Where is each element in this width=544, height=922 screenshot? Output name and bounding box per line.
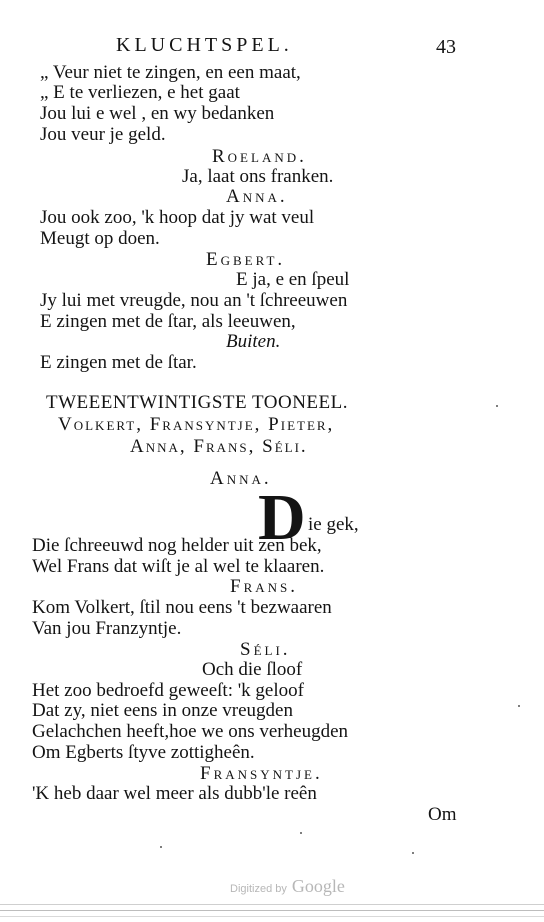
page-edge-line (0, 904, 544, 905)
verse-line: Jy lui met vreugde, nou an 't ſchreeuwen (40, 290, 348, 311)
speaker-name: Séli. (240, 639, 291, 660)
verse-line: Het zoo bedroefd geweeſt: 'k geloof (32, 680, 304, 701)
verse-line: Die ſchreeuwd nog helder uit zen bek, (32, 535, 322, 556)
ink-speck (300, 832, 302, 834)
page-edge-line (0, 910, 544, 911)
catchword: Om (428, 804, 457, 825)
speaker-name: Frans. (230, 576, 298, 597)
verse-line: 'K heb daar wel meer als dubb'le reên (32, 783, 317, 804)
watermark-prefix: Digitized by (230, 883, 287, 895)
verse-line: ie gek, (308, 514, 359, 535)
verse-line: Jou ook zoo, 'k hoop dat jy wat veul (40, 207, 315, 228)
verse-line: E ja, e en ſpeul (236, 269, 350, 290)
verse-line: E zingen met de ſtar. (40, 352, 197, 373)
speaker-name: Roeland. (212, 146, 307, 167)
ink-speck (160, 846, 162, 848)
drop-cap: D (258, 481, 306, 554)
verse-line: Meugt op doen. (40, 228, 160, 249)
ink-speck (412, 852, 414, 854)
verse-line: Van jou Franzyntje. (32, 618, 182, 639)
ink-speck (518, 705, 520, 707)
ink-speck (496, 405, 498, 407)
cast-list: Anna, Frans, Séli. (130, 436, 308, 457)
page-number: 43 (436, 36, 456, 58)
verse-line: E zingen met de ſtar, als leeuwen, (40, 311, 296, 332)
page-edge-line (0, 916, 544, 917)
stage-direction: Buiten. (226, 331, 281, 352)
verse-line: Jou veur je geld. (40, 124, 166, 145)
scene-heading: TWEEENTWINTIGSTE TOONEEL. (46, 392, 348, 413)
verse-line: Dat zy, niet eens in onze vreugden (32, 700, 293, 721)
verse-line: Jou lui e wel , en wy bedanken (40, 103, 275, 124)
speaker-name: Anna. (226, 186, 288, 207)
speaker-name: Egbert. (206, 249, 286, 270)
verse-line: Om Egberts ſtyve zottigheên. (32, 742, 255, 763)
verse-line: Wel Frans dat wiſt je al wel te klaaren. (32, 556, 325, 577)
digitized-watermark (230, 876, 345, 897)
verse-line: „ Veur niet te zingen, en een maat, (40, 62, 301, 83)
verse-line: „ E te verliezen, e het gaat (40, 82, 240, 103)
speaker-name: Anna. (210, 468, 272, 489)
verse-line: Och die ſloof (202, 659, 303, 680)
verse-line: Kom Volkert, ſtil nou eens 't bezwaaren (32, 597, 332, 618)
verse-line: Gelachchen heeft,hoe we ons verheugden (32, 721, 348, 742)
running-title: KLUCHTSPEL. (116, 34, 293, 56)
verse-line: Ja, laat ons franken. (182, 166, 334, 187)
cast-list: Volkert, Fransyntje, Pieter, (58, 414, 335, 435)
speaker-name: Fransyntje. (200, 763, 323, 784)
watermark-brand: Google (291, 876, 345, 896)
